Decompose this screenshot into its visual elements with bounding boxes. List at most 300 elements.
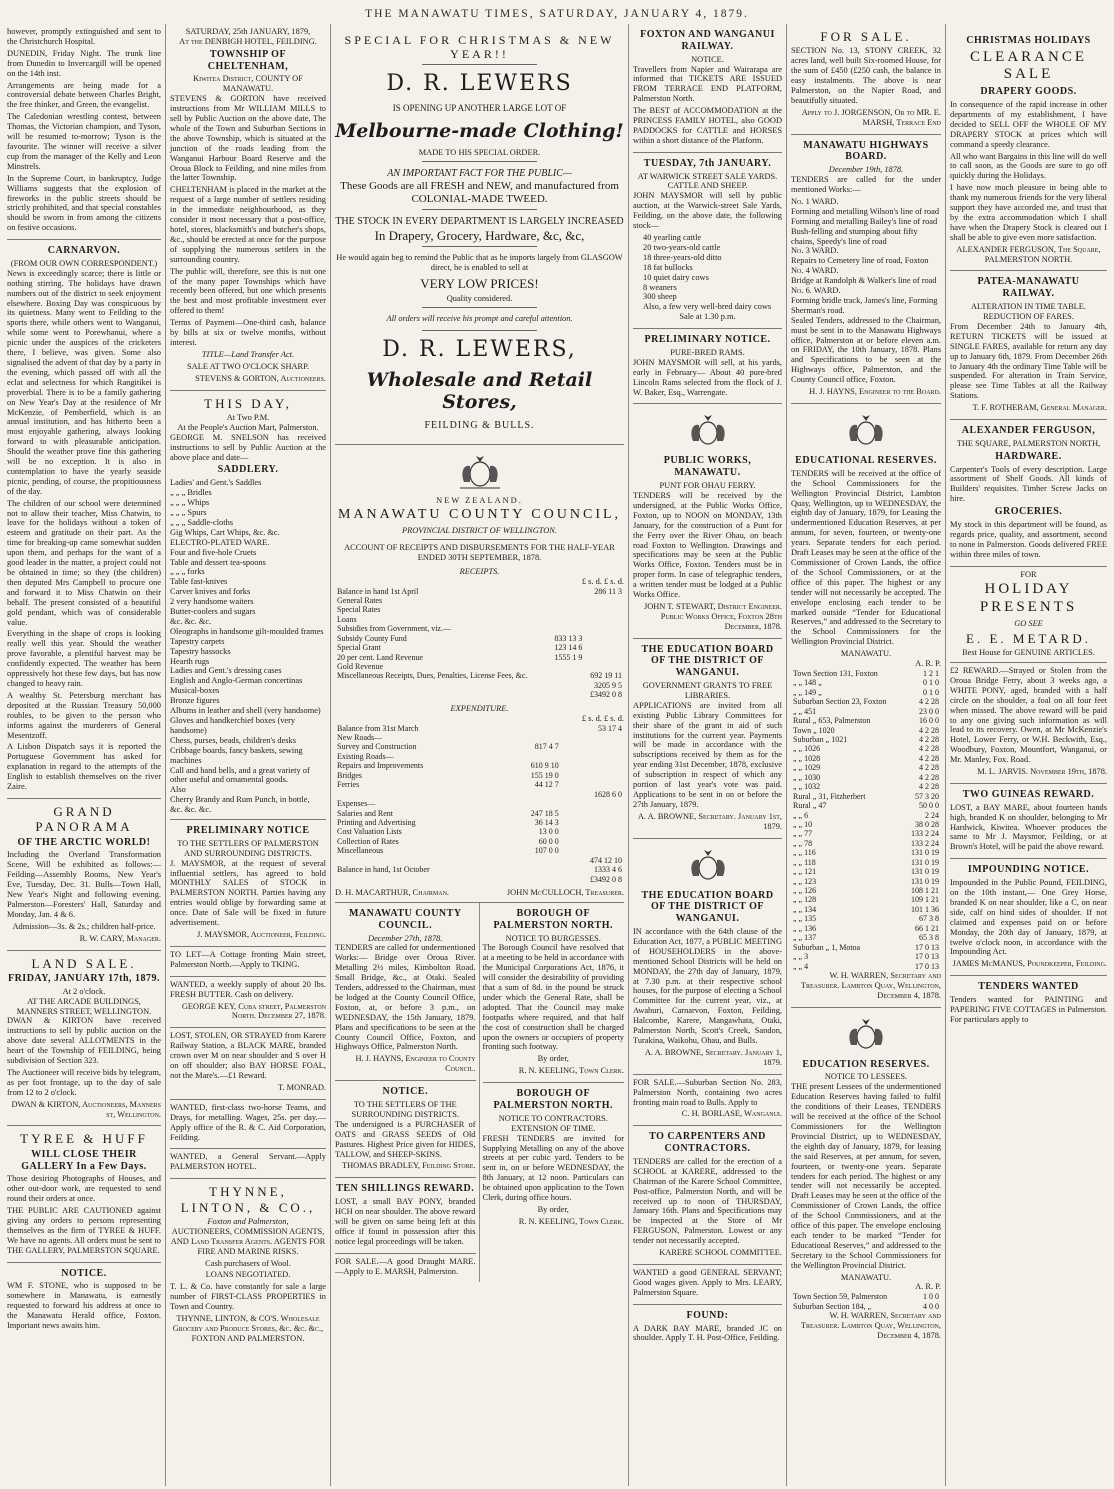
list-item: &c. &c. &c. xyxy=(170,805,212,815)
table-cell: 67 3 8 xyxy=(919,914,939,924)
ad-date: December 27th, 1878. xyxy=(368,933,443,943)
table-cell: 2 24 xyxy=(925,810,939,820)
ad-signature: THOMAS BRADLEY, Feilding Store. xyxy=(342,1161,476,1171)
ad-subtitle: NOTICE TO CONTRACTORS. xyxy=(498,1113,608,1123)
table-cell: „ „ 135 xyxy=(793,914,817,924)
table-cell xyxy=(549,615,584,624)
ad-body: JOHN MAYSMOR will sell, at his yards, early in February— About 40 pure-bred Lincoln Rams selected from the flock of J. W. Baker, Esq., Warrengate. xyxy=(633,357,782,397)
list-item: Butter-coolers and sugars xyxy=(170,607,256,617)
ad-subtitle: GOVERNMENT GRANTS TO FREE LIBRARIES. xyxy=(642,681,773,700)
lost-mare-ad xyxy=(170,1028,326,1099)
news-paragraph: In the Supreme Court, in bankruptcy, Judge Williams suggests that the explosion of fireworks in the public streets should be strictly prohibited, and that special constables should be sworn in from among the citizens on festive occasions. xyxy=(7,173,161,233)
table-cell: 123 14 6 xyxy=(554,643,583,653)
table-cell xyxy=(561,799,624,808)
list-item: Bronze figures xyxy=(170,696,220,706)
table-row xyxy=(791,773,941,782)
ad-title: CHRISTMAS HOLIDAYS xyxy=(966,35,1091,46)
list-item: 40 yearling cattle xyxy=(643,232,702,242)
ad-subtitle: NOTICE TO BURGESSES. xyxy=(505,933,601,943)
patea-railway-ad xyxy=(950,271,1107,420)
ad-body: TENDERS are called for the erection of a SCHOOL at KARERE, addressed to the Chairman of the Karere School Committee, Post-office, Palmerston North, and will be received up to noon of THURSDAY, January 16th. Plans and Specifications may be inspected at the Store of Mr FERGUSON, Palmerston. Lowest or any tender not necessarily accepted. xyxy=(633,1156,782,1246)
article-subheading: (FROM OUR OWN CORRESPONDENT.) xyxy=(10,258,158,268)
list-item: Repairs to Cemetery line of road, Foxton xyxy=(791,256,929,266)
ad-body: Travellers from Napier and Wairarapa are informed that TICKETS ARE ISSUED FROM TERRACE END PLATFORM, Palmerston North. xyxy=(633,64,782,104)
ad-subtitle: ALTERATION IN TIME TABLE. xyxy=(970,302,1087,312)
ad-body: The undersigned is a PURCHASER of OATS and GRASS SEEDS of Old Pastures. Highest Price given for HIDES, TALLOW, and SHEEP-SKINS. xyxy=(335,1119,476,1159)
table-row xyxy=(791,914,941,923)
householders-meeting-ad xyxy=(633,839,782,1075)
table-cell xyxy=(584,615,624,624)
ad-stock: THE STOCK IN EVERY DEPARTMENT IS LARGELY INCREASED xyxy=(335,215,624,227)
ad-body: WANTED, a weekly supply of about 20 lbs. FRESH BUTTER. Cash on delivery. xyxy=(170,979,326,999)
ad-headline: SPECIAL FOR CHRISTMAS & NEW YEAR!! xyxy=(344,33,615,62)
table-cell: £3492 0 8 xyxy=(590,874,622,884)
clearance-sale-ad xyxy=(950,24,1107,271)
ad-date: December 19th, 1878. xyxy=(828,165,904,175)
ad-date: SATURDAY, 25th JANUARY, 1879, xyxy=(185,27,311,36)
ad-body: LOST, a small BAY PONY, branded HCH on near shoulder. The above reward will be given on same being left at this office if found in possession after this notice legal proceedings will be taken. xyxy=(335,1197,476,1246)
table-row xyxy=(791,924,941,933)
table-cell: 131 0 19 xyxy=(911,857,939,867)
news-paragraph: Arrangements are being made for a controversial debate between Charles Bright, the free thinker, and Green, the evangelist. xyxy=(7,80,161,110)
table-row xyxy=(791,669,941,678)
ad-signature: W. H. WARREN, Secretary and Treasurer. Lambton Quay, Wellington, December 4, 1878. xyxy=(800,970,941,1000)
table-cell: „ „ 1032 xyxy=(793,782,821,792)
ad-title: MANAWATU HIGHWAYS BOARD. xyxy=(803,139,929,163)
ad-title: BOROUGH OF PALMERSTON NORTH. xyxy=(493,907,613,931)
ad-subtitle: REDUCTION OF FARES. xyxy=(983,311,1074,321)
list-item: 8 weaners xyxy=(643,282,677,292)
ad-signature: T. MONRAD. xyxy=(278,1082,326,1092)
list-item: 10 quiet dairy cows xyxy=(643,272,709,282)
ad-body: The public will, therefore, see this is not one of the many paper Townships which have recently been offered, but one which presents the best and most profitable investment ever offered to them! xyxy=(170,266,326,316)
county-account xyxy=(335,445,624,903)
table-row xyxy=(791,1302,941,1311)
table-cell: „ „ 116 xyxy=(793,848,816,858)
table-cell xyxy=(584,605,624,614)
receipts-heading: RECEIPTS. xyxy=(459,566,500,576)
table-cell: Rural „ 653, Palmerston xyxy=(793,716,871,726)
table-cell xyxy=(505,856,561,865)
ad-signature: Apply to J. JORGENSON, Or to MR. E. MARSH, Terrace End xyxy=(801,107,941,127)
table-cell xyxy=(549,596,584,605)
list-item: „ „ „ Spurs xyxy=(170,507,207,517)
ad-body: My stock in this department will be found, as regards price, quality, and assortment, second to none in Palmerston. Goods delivered FREE within three miles of town. xyxy=(950,519,1107,559)
tyree-huff-ad xyxy=(7,1126,161,1262)
table-row xyxy=(335,634,624,643)
item-list xyxy=(170,478,326,815)
table-cell: Suburban „ 1, Motoa xyxy=(793,942,861,952)
ad-by-order: By order, xyxy=(537,1204,569,1214)
ad-time: At 2 o'clock. xyxy=(62,986,106,996)
table-row xyxy=(791,688,941,697)
table-cell: „ „ 134 xyxy=(793,904,817,914)
table-row xyxy=(335,771,624,780)
ad-title: TENDERS WANTED xyxy=(978,981,1079,993)
table-cell: General Rates xyxy=(337,595,383,605)
ad-date: FRIDAY, JANUARY 17th, 1879. xyxy=(7,972,161,984)
table-cell xyxy=(584,624,624,633)
table-row xyxy=(791,735,941,744)
table-row xyxy=(335,865,624,874)
ad-title: BOROUGH OF PALMERSTON NORTH. xyxy=(493,1088,613,1111)
ad-body: TENDERS are called for the under mentioned Works:— xyxy=(791,175,941,194)
ad-by-order: By order, xyxy=(537,1054,569,1064)
highways-tender-ad xyxy=(791,135,941,404)
table-cell xyxy=(549,690,584,699)
ad-body: The Borough Council have resolved that at a meeting to be held in accordance with the Municipal Corporations Act, 1876, it will consider the desirability of providing that a sum of 8d. in the pound be struck under which the General Rate, shall be adopted. That the Council may make footpaths where required, and that half the cost of construction shall be charged upon the owners or occupiers of property fronting such footway. xyxy=(482,943,624,1052)
table-cell: Survey and Construction xyxy=(337,742,417,752)
list-item: No. 4 WARD. xyxy=(791,266,839,276)
ad-signature: JOHN T. STEWART, District Engineer. Public Works Office, Foxton 28th December, 1878. xyxy=(643,601,782,631)
table-row xyxy=(335,856,624,865)
ad-body: The Auctioneer will receive bids by telegram, as per foot frontage, up to the day of sale from 12 to 2 o'clock. xyxy=(7,1067,161,1097)
ad-title: THE EDUCATION BOARD OF THE DISTRICT OF WANGANUI. xyxy=(641,643,774,679)
ad-body: CHELTENHAM is placed in the market at the request of a large number of settlers residing in the immediate neighbourhood, as they consider it most necessary that a post-office, hotel, stores, blacksmith's and butcher's shops, &c., should be erected at once for the purpose of supplying the numerous settlers in the surrounding country. xyxy=(170,185,326,264)
table-cell xyxy=(584,653,624,662)
table-cell: 0 1 0 xyxy=(923,678,939,688)
table-cell: Miscellaneous xyxy=(337,846,384,856)
table-row xyxy=(791,895,941,904)
ad-title: GRAND PANORAMA xyxy=(35,803,133,835)
section-sale-ad xyxy=(633,1075,782,1127)
table-cell: Subsidies from Government, viz.— xyxy=(337,624,451,634)
ad-body: These Goods are all FRESH and NEW, and manufactured from COLONIAL-MADE TWEED. xyxy=(340,179,619,205)
ad-place: At the People's Auction Mart, Palmerston. xyxy=(177,422,319,432)
table-cell: Bridges xyxy=(337,770,362,780)
county-tenders-ad xyxy=(335,903,476,1081)
table-row xyxy=(791,839,941,848)
table-cell: Expenses— xyxy=(337,799,376,809)
table-cell: 1628 6 0 xyxy=(594,789,622,799)
table-cell xyxy=(335,681,549,690)
table-row xyxy=(335,643,624,652)
table-cell: Balance from 31st March xyxy=(337,723,419,733)
table-cell: Ferries xyxy=(337,780,360,790)
reserves-tender-ad xyxy=(791,404,941,1008)
table-row xyxy=(791,933,941,942)
ad-body: AUCTIONEERS, COMMISSION AGENTS, AND Land Transfer Agents. AGENTS FOR FIRE AND MARINE RISKS. xyxy=(170,1226,326,1256)
article-body: News is exceedingly scarce; there is little or nothing stirring. The holidays have drawn numbers out of the district to seek enjoyment elsewhere. Boxing Day was conspicuous by its quietness. Many went to Feilding to the sports there, while others went to Wanganui, while some went to Porewhanui, where a picnic under the auspices of the cricketers there, I believe, was given. Some also signalised the advent of that day by a party in the evening, which passed off with all the eclat and selectness for which Rangitikei is proverbial. There is to be a family gathering on New Year's Day at the residence of Mr McKenzie, of Pemberfield, which is an annual institution, and has hitherto been a most enjoyable gathering, always looking forward to with pleasurable anticipation. Should the weather prove fine this gathering will be no exception. It is also in contemplation to have the yearly seaside picnic, pending, of course, the propitiousness of the day. xyxy=(7,268,161,496)
list-item: Cherry Brandy and Rum Punch, in bottle, xyxy=(170,795,310,805)
ad-title: HOLIDAY PRESENTS xyxy=(979,581,1078,616)
ad-body: FOR SALE.—A good Draught MARE.—Apply to E. MARSH, Palmerston. xyxy=(335,1256,476,1276)
wanted-servant-ad xyxy=(633,1265,782,1305)
table-row xyxy=(335,790,624,799)
table-cell: „ „ 123 xyxy=(793,876,817,886)
ad-title: TEN SHILLINGS REWARD. xyxy=(336,1183,475,1195)
expenditure-heading: EXPENDITURE. xyxy=(450,703,509,713)
list-item: 20 two-years-old cattle xyxy=(643,242,721,252)
table-cell: 17 0 13 xyxy=(915,942,939,952)
money-columns: £ s. d. £ s. d. xyxy=(581,576,624,586)
ad-title: TO CARPENTERS AND CONTRACTORS. xyxy=(649,1131,766,1155)
ad-terms: Terms of Payment—One-third cash, balance by bills at six or twelve months, without interest. xyxy=(170,318,326,347)
table-cell xyxy=(549,605,584,614)
ad-body: DWAN & KIRTON have received instructions to sell by public auction on the above date several ALLOTMENTS in the heart of the Township of FEILDING, being subdivision of Section 323. xyxy=(7,1016,161,1066)
column-5 xyxy=(787,24,946,1486)
ad-category: SADDLERY. xyxy=(217,464,279,476)
list-item: Musical-boxes xyxy=(170,686,220,696)
table-cell: „ „ 149 „ xyxy=(793,687,822,697)
table-cell: 60 0 0 xyxy=(538,836,559,846)
ad-body: A DARK BAY MARE, branded JC on shoulder. Apply T. H. Post-Office, Feilding. xyxy=(633,1323,782,1343)
table-cell: Suburban Section 23, Foxton xyxy=(793,697,887,707)
table-cell: Town Section 131, Foxton xyxy=(793,668,878,678)
ferguson-hardware-ad xyxy=(950,420,1107,567)
bay-mare-reward-ad xyxy=(950,784,1107,859)
ad-body: Sealed Tenders, addressed to the Chairman, must be sent in to the Manawatu Highways office, Palmerston at or before eleven a.m. on FRIDAY, the 10th January, 1878. Plans and Specifications to be seen at the Highways office, Palmerston, and the County Council office, Foxton. xyxy=(791,315,941,385)
ad-best: Best House for GENUINE ARTICLES. xyxy=(962,648,1095,658)
ad-body: I have now much pleasure in being able to thank my numerous friends for the very liberal support they have accorded me, and trust that by the extra accommodation which I shall have when the Drapery Stock is cleared out I shall be able to give even more satisfaction. xyxy=(950,183,1107,242)
table-cell: „ „ 148 „ xyxy=(793,678,822,688)
coat-of-arms-icon xyxy=(836,1015,896,1055)
table-cell: 36 14 3 xyxy=(534,817,559,827)
table-cell: 53 17 4 xyxy=(598,723,622,733)
table-cell xyxy=(505,875,561,884)
ad-subtitle: PURE-BRED RAMS. xyxy=(670,347,745,357)
table-cell: 610 9 10 xyxy=(530,761,559,771)
ad-body: FOR SALE.—Suburban Section No. 283, Palmerston North, containing two acres fronting main road to Bulls. Apply to xyxy=(633,1077,782,1107)
ad-subtitle: WILL CLOSE THEIR GALLERY In a Few Days. xyxy=(21,1148,147,1172)
ad-title: ALEXANDER FERGUSON, xyxy=(961,425,1096,437)
table-cell: Balance in hand 1st April xyxy=(337,586,419,596)
table-cell: 17 0 13 xyxy=(915,952,939,962)
table-row xyxy=(791,754,941,763)
ad-signature: JAMES McMANUS, Poundkeeper, Feilding. xyxy=(952,959,1107,969)
table-cell xyxy=(561,780,624,789)
table-cell: Town Section 59, Palmerston xyxy=(793,1292,888,1302)
ad-signature: T. F. ROTHERAM, General Manager. xyxy=(972,403,1107,413)
table-row xyxy=(791,782,941,791)
table-cell: „ „ 6 xyxy=(793,810,809,820)
ad-body: SECTION No. 13, STONY CREEK, 32 acres land, well built Six-roomed House, for the sum of £450 (£250 cash, the balance in easy instalments. The above is near Palmerston, on the Napier Road, and beautifully situated. xyxy=(791,46,941,105)
ad-subtitle: DRAPERY GOODS. xyxy=(980,86,1077,98)
ad-time: At Two P.M. xyxy=(226,412,270,422)
ad-subtitle: NOTICE. xyxy=(691,54,724,64)
wanted-servant-ad xyxy=(170,1149,326,1179)
list-item: 18 fat bullocks xyxy=(643,262,693,272)
ad-subtitle: TO THE SETTLERS OF PALMERSTON AND SURROUNDING DISTRICTS. xyxy=(177,838,319,858)
table-cell: „ „ 121 xyxy=(793,867,817,877)
list-item: Also xyxy=(170,785,186,795)
ad-stores: Wholesale and Retail Stores, xyxy=(366,368,593,414)
list-item: „ „ „ Whips xyxy=(170,498,210,508)
list-item: Carver knives and forks xyxy=(170,587,251,597)
table-row xyxy=(791,962,941,971)
table-cell: „ „ 10 xyxy=(793,819,813,829)
table-cell: Repairs and Improvements xyxy=(337,761,424,771)
ad-signature: H. J. HAYNS, Engineer to the Board. xyxy=(809,387,941,397)
table-row xyxy=(335,799,624,808)
table-row xyxy=(335,837,624,846)
ad-title: TWO GUINEAS REWARD. xyxy=(962,788,1095,800)
ad-quality: Quality considered. xyxy=(446,294,513,304)
list-item: Four and five-hole Cruets xyxy=(170,547,257,557)
list-item: Also, a few very well-bred dairy cows xyxy=(643,302,772,312)
table-cell xyxy=(561,837,624,846)
ad-body: Those desiring Photographs of Houses, and other out-door work, are requested to send round their orders at once. xyxy=(7,1174,161,1204)
reserves-table xyxy=(791,669,941,971)
ad-body: J. MAYSMOR, at the request of several influential settlers, has agreed to hold MONTHLY SALES of STOCK in PALMERSTON NORTH. Parties having any entries would oblige by forwarding same at once. Date of Sale will be fixed in future advertisement. xyxy=(170,858,326,928)
ad-signature: J. MAYSMOR, Auctioneer, Feilding. xyxy=(197,930,326,940)
table-row xyxy=(791,707,941,716)
ad-signature: KARERE SCHOOL COMMITTEE. xyxy=(659,1248,782,1258)
table-row xyxy=(791,678,941,687)
table-row xyxy=(791,716,941,725)
news-paragraph: The Caledonian wrestling contest, between Thomas, the Victorian champion, and Tyson, will be resumed to-morrow; Tyson is the favourite. The winner will receive a silver cup from the manager of the Kelly and Leon Minstrels. xyxy=(7,112,161,171)
list-item: Table fast-knives xyxy=(170,577,228,587)
table-row xyxy=(335,681,624,690)
table-row xyxy=(335,780,624,789)
table-row xyxy=(335,733,624,742)
ad-prices: VERY LOW PRICES! xyxy=(420,275,539,291)
table-cell: 65 3 8 xyxy=(919,933,939,943)
coat-of-arms-icon xyxy=(678,411,738,451)
table-cell: 155 19 0 xyxy=(530,770,559,780)
ad-body: THE present Lessees of the undermentioned Education Reserves having failed to fulfil the conditions of their Leases, TENDERS will be received at the office of the School Commissioners for the Wellington Provincial District, up to WEDNESDAY, the eighth day of January, 1879, for leasing the said Reserves, at per annum, for seven, fourteen, or twenty-one years. Separate tenders for each period. The highest or any tender will not necessarily be accepted. Draft Leases may be seen at the office of the Commissioner of Crown Lands, the office of the School Commissioners, and at the office of this paper. The envelope enclosing each tender to be marked “Tender for Educational Reserves,” and addressed to the Secretary to the School Commissioners for the Wellington Provincial District. xyxy=(791,1082,941,1270)
table-cell: Suburban Section 184, „ xyxy=(793,1301,872,1311)
table-cell xyxy=(561,752,624,761)
table-cell xyxy=(561,846,624,855)
table-row xyxy=(791,905,941,914)
cheltenham-ad xyxy=(170,24,326,391)
table-cell: Miscellaneous Receipts, Dues, Penalties, License Fees, &c. xyxy=(337,671,528,681)
ad-category: HARDWARE. xyxy=(995,450,1062,462)
ad-admission: Admission—3s. & 2s.; children half-price. xyxy=(12,921,156,931)
table-row xyxy=(335,818,624,827)
rams-notice-ad xyxy=(633,329,782,404)
list-item: Ladies' and Gent.'s Saddles xyxy=(170,478,262,488)
table-cell: 131 0 19 xyxy=(911,848,939,858)
table-cell xyxy=(561,809,624,818)
ad-title: PRELIMINARY NOTICE. xyxy=(644,334,771,346)
ad-signature: R. N. KEELING, Town Clerk. xyxy=(518,1066,624,1076)
ad-title: FOUND: xyxy=(686,1309,729,1321)
ad-orders: All orders will receive his prompt and careful attention. xyxy=(386,314,573,324)
lessees-notice-ad xyxy=(791,1008,941,1347)
ad-signature: DWAN & KIRTON, Auctioneers, Manners st, Wellington. xyxy=(11,1099,161,1119)
list-item: Bridge at Randolph & Walker's line of road xyxy=(791,276,937,286)
table-cell: „ „ 1029 xyxy=(793,763,821,773)
table-cell: Printing and Advertising xyxy=(337,817,416,827)
news-items xyxy=(7,24,161,240)
table-cell xyxy=(505,733,561,742)
list-item: Chess, purses, beads, children's desks xyxy=(170,735,296,745)
ad-body: FRESH TENDERS are invited for Supplying Metalling on any of the above streets at per cubic yard. Tenders to be sent in, on or before WEDNESDAY, the 8th January, at 12 noon. Particulars can be obtained upon application to the Town Clerk, during office hours. xyxy=(482,1133,624,1203)
coat-of-arms-icon xyxy=(678,846,738,886)
ad-body: All who want Bargains in this line will do well to call soon, as the Goods are sure to go off quickly during the Holidays. xyxy=(950,151,1107,181)
table-cell: 101 1 36 xyxy=(911,904,939,914)
bradley-notice-ad xyxy=(335,1081,476,1178)
ad-body: THE PUBLIC ARE CAUTIONED against giving any orders to persons representing themselves as the firm of TYREE & HUFF. We have no agents. All orders must be sent to THE GALLERY, PALMERSTON SQUARE. xyxy=(7,1206,161,1255)
ad-signature: A. A. BROWNE, Secretary. January 1, 1879. xyxy=(644,1047,782,1067)
ad-subtitle: OF THE ARCTIC WORLD! xyxy=(17,836,151,848)
ad-place: At the DENBIGH HOTEL, FEILDING. xyxy=(179,36,317,46)
list-item: 18 three-years-old ditto xyxy=(643,252,722,262)
table-row xyxy=(335,596,624,605)
ad-place: AT WARWICK STREET SALE YARDS. xyxy=(637,171,778,181)
table-cell xyxy=(505,865,561,874)
table-row xyxy=(791,952,941,961)
table-cell: „ „ 128 xyxy=(793,895,817,905)
ad-signature: R. W. CARY, Manager. xyxy=(79,933,161,943)
table-cell: 57 3 20 xyxy=(915,791,939,801)
stock-sale-ad xyxy=(633,153,782,329)
ad-body: LOST, STOLEN, OR STRAYED from Karere Railway Station, a BLACK MARE, branded crown over M on near shoulder and S over H on off shoulder; also BAY HORSE FOAL, not the Mare's.—£1 Reward. xyxy=(170,1031,326,1080)
ad-title: LAND SALE. xyxy=(31,955,137,971)
table-cell: 50 0 0 xyxy=(919,801,939,811)
ad-body: WANTED a good GENERAL SERVANT; Good wages given. Apply to Mrs. LEARY, Palmerston Square. xyxy=(633,1268,782,1297)
table-row xyxy=(335,615,624,624)
table-cell: 131 0 19 xyxy=(911,867,939,877)
table-cell: „ „ 77 xyxy=(793,829,813,839)
table-row xyxy=(335,662,624,671)
mare-sale-ad xyxy=(335,1254,476,1283)
table-cell xyxy=(335,856,505,865)
list-item: Gloves and handkerchief boxes (very handsome) xyxy=(170,716,296,735)
table-cell: 1333 4 6 xyxy=(594,865,622,875)
ad-body: TENDERS will be received at the office of the School Commissioners for the Wellington Provincial District, Lambton Quay, Wellington, up to WEDNESDAY, the eighth day of January, 1879, for Leasing the undermentioned Education Reserves, at per annum, for seven, fourteen, or twenty-one years. Separate tenders for each period. Draft Leases may be seen at the office of the Commissioner of Crown Lands, the office of the School Commissioners, or at the office of this paper. The highest or any tender will not necessarily be accepted. The envelope enclosing each tender to be marked outside “Tender for Educational Reserves,” and addressed to the Secretary to the School Commissioners for the Wellington Provincial District. xyxy=(791,468,941,647)
table-cell: Special Rates xyxy=(337,605,381,615)
ad-title: FOR SALE. xyxy=(820,29,912,44)
table-cell: Subsidy County Fund xyxy=(337,633,407,643)
table-cell xyxy=(584,634,624,643)
table-cell xyxy=(549,681,584,690)
ad-towns: FEILDING & BULLS. xyxy=(424,419,535,431)
column-4 xyxy=(629,24,787,1486)
table-cell: Salaries and Rent xyxy=(337,808,393,818)
table-row xyxy=(335,624,624,633)
ad-title: NOTICE. xyxy=(61,1267,107,1279)
maysmor-prelim-ad xyxy=(170,820,326,947)
table-cell: 474 12 10 xyxy=(590,855,622,865)
table-cell: 833 13 3 xyxy=(554,633,583,643)
ad-category: GROCERIES. xyxy=(994,506,1063,518)
table-row xyxy=(335,690,624,699)
stone-notice-ad xyxy=(7,1263,161,1337)
ad-go-see: GO SEE xyxy=(1014,618,1043,628)
coat-of-arms-icon xyxy=(836,411,896,451)
list-item: Oleographs in handsome gilt-moulded frames xyxy=(170,626,324,636)
ad-title: THE EDUCATION BOARD OF THE DISTRICT OF WANGANUI. xyxy=(641,889,774,925)
ad-signature: R. N. KEELING, Town Clerk. xyxy=(518,1216,624,1226)
ad-subtitle: PUNT FOR OHAU FERRY. xyxy=(659,481,756,491)
ad-body: JOHN MAYSMOR will sell by public auction, at the Warwick-street Sale Yards, Feilding, on the above date, the following stock— xyxy=(633,191,782,231)
ad-title: PATEA-MANAWATU RAILWAY. xyxy=(977,276,1080,300)
table-cell: „ „ 3 xyxy=(793,952,809,962)
ad-body: From December 24th to January 4th, RETURN TICKETS will be issued at SINGLE FARES, available for return any day up to January 6th, 1879. From December 26th to January 4th the ordinary Time Table will be suspended. For alteration in Train Service, please see Time Tables at all the Railway Stations. xyxy=(950,321,1107,401)
ad-signature: M. L. JARVIS. November 19th, 1878. xyxy=(977,767,1107,777)
table-cell: 817 4 7 xyxy=(534,742,559,752)
ad-body: Including the Overland Transformation Scene, Will be exhibited as follows:— Feilding—Assembly Rooms, New Year's Eve, Tuesday, Dec. 31. Bulls—Town Hall, New Year's Night and following evening. Palmerston—Foresters' Hall, Saturday and Monday, Jan. 4 & 6. xyxy=(7,850,161,919)
ad-title-terms: TITLE—Land Transfer Act. xyxy=(201,349,295,359)
table-cell: Existing Roads— xyxy=(337,751,394,761)
article-body: Everything in the shape of crops is looking really well this year. Should the weather prove favorable, a plentiful harvest may be confidently expected. The weather has been oppressively hot these few days, but has now changed to heavy rain. xyxy=(7,629,161,688)
stock-list xyxy=(633,233,782,312)
ad-subtitle: EXTENSION OF TIME. xyxy=(511,1123,596,1133)
wanted-butter-ad xyxy=(170,977,326,1029)
table-cell xyxy=(335,690,549,699)
list-item: No. 3 WARD. xyxy=(791,246,839,256)
table-cell xyxy=(505,799,561,808)
table-cell xyxy=(561,733,624,742)
ad-body: WM F. STONE, who is supposed to be somewhere in Manawatu, is earnestly requested to forward his address at once to the Manawatu Herald office, Foxton. Important news awaits him. xyxy=(7,1281,161,1331)
ad-title: PUBLIC WORKS, MANAWATU. xyxy=(663,455,752,479)
list-item: „ „ „ Saddle-cloths xyxy=(170,517,234,527)
table-cell: „ „ 136 xyxy=(793,923,817,933)
table-cell: Loans xyxy=(337,614,357,624)
